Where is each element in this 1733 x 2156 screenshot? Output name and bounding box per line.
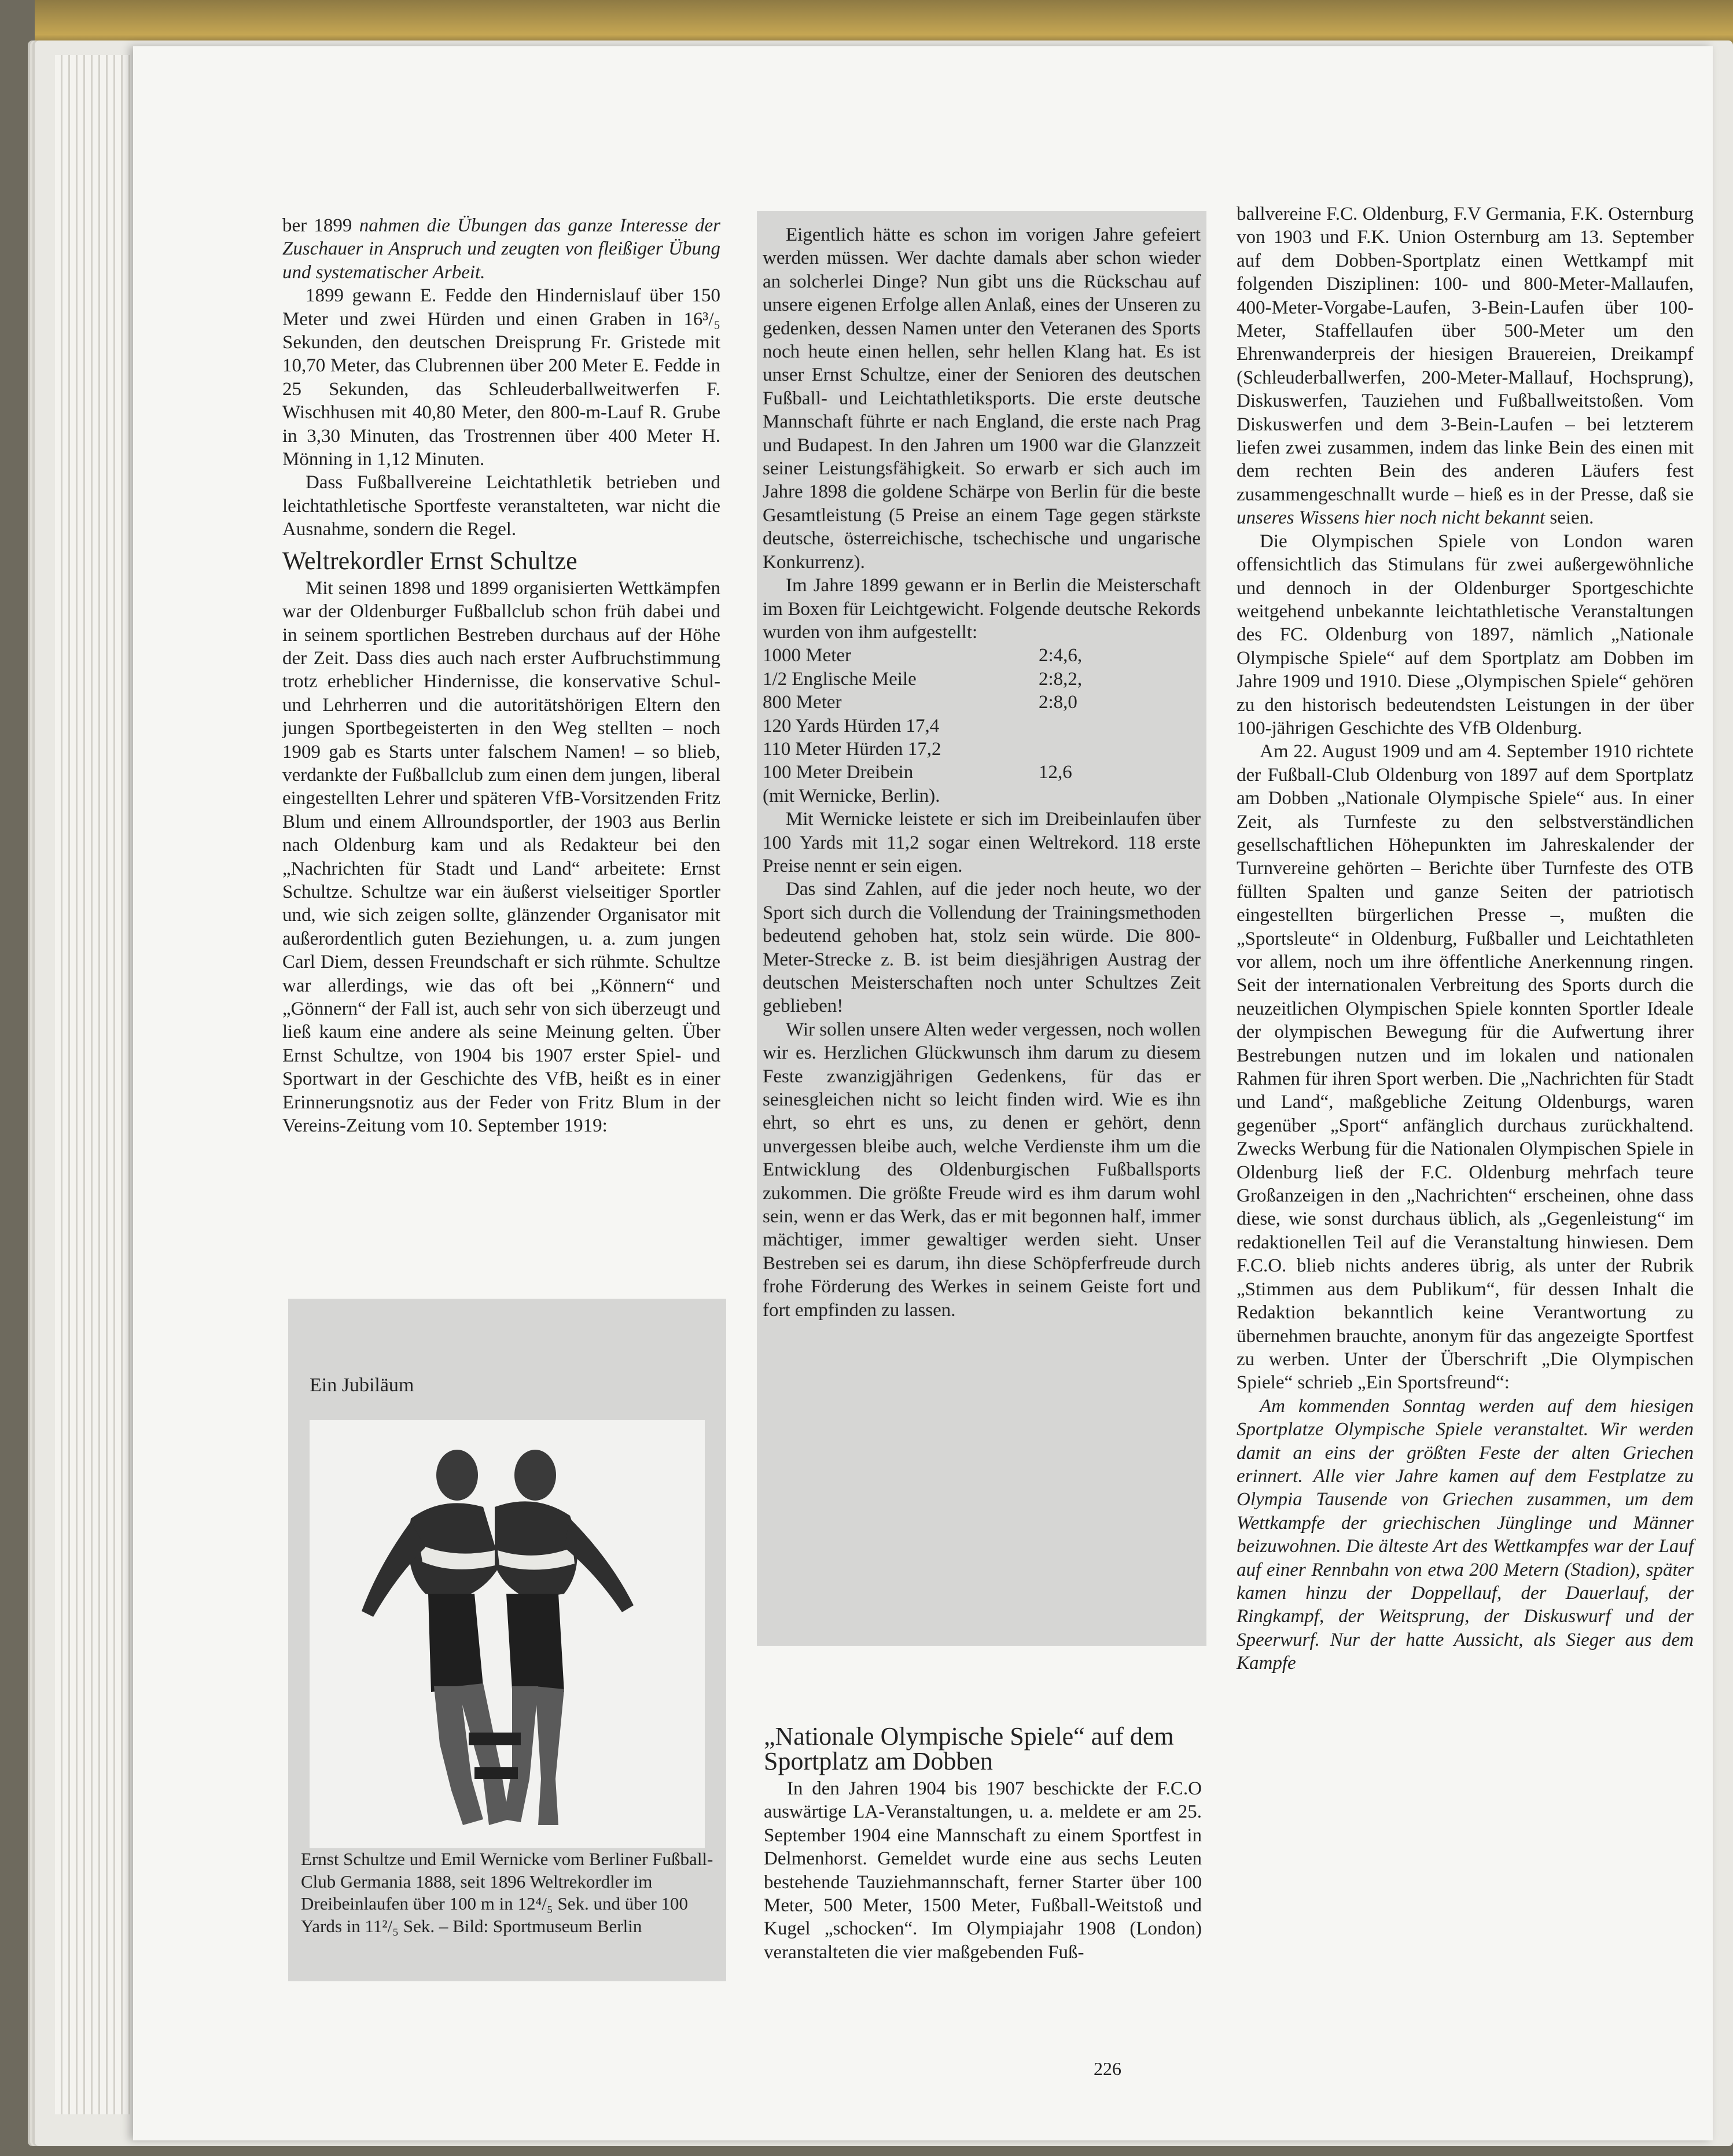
record-event: 110 Meter Hürden 17,2	[763, 738, 941, 760]
table-row	[763, 761, 1201, 784]
book-page	[133, 46, 1713, 2140]
table-row	[763, 644, 1201, 667]
record-value	[1039, 714, 1201, 738]
paragraph: In den Jahren 1904 bis 1907 beschickte der F.C.O auswärtige LA-Veranstaltungen, u. a. meldete er am 25. September 1904 eine Mannschaft zu einem Sportfest in Delmenhorst. Gemeldet wurde eine aus sechs Leuten bestehende Tauziehmannschaft, ferner Starter über 100 Meter, 500 Meter, 1500 Meter, Fußball-Weitstoß und Kugel „schocken“. Im Olympiajahr 1908 (London) veranstalteten die vier maßgebenden Fuß-	[764, 1778, 1202, 1963]
paragraph: Dass Fußballvereine Leichtathletik betrieben und leichtathletische Sportfeste veranstalteten, war nicht die Ausnahme, sondern die Regel.	[282, 472, 720, 540]
paragraph: Am kommenden Sonntag werden auf dem hiesigen Sportplatze Olympische Spiele veranstaltet. Wir werden damit an eins der größten Feste der alten Griechen erinnert. Alle vier Jahre kamen auf dem Festplatze zu Olympia Tausende von Griechen zusammen, um dem Wettkampfe der griechischen Jünglinge und Männer beizuwohnen. Die älteste Art des Wettkampfes war der Lauf auf einer Rennbahn von etwa 200 Metern (Stadion), später kamen hinzu der Doppellauf, der Dauerlauf, der Ringkampf, der Weitsprung, der Diskuswurf und der Speerwurf. Nur der hatte Aussicht, als Sieger aus dem Kampfe	[1237, 1395, 1694, 1674]
historic-photo	[310, 1420, 705, 1848]
column-1	[282, 214, 720, 1137]
records-table	[763, 644, 1201, 784]
section-heading: Weltrekordler Ernst Schultze	[282, 546, 577, 575]
table-row	[763, 738, 1201, 761]
record-event: 1/2 Englische Meile	[763, 668, 917, 690]
photo-caption: Ernst Schultze und Emil Wernicke vom Berliner Fußball-Club Germania 1888, seit 1896 Weltrekordler im Dreibeinlaufen über 100 m in 12⁴/₅ Sek. und über 100 Yards in 11²/₅ Sek. – Bild: Sportmuseum Berlin	[301, 1849, 713, 1936]
record-value	[1039, 738, 1201, 761]
paragraph: Im Jahre 1899 gewann er in Berlin die Meisterschaft im Boxen für Leichtgewicht. Folgende deutsche Rekords wurden von ihm aufgestellt:	[763, 575, 1201, 643]
box-title: Ein Jubiläum	[310, 1374, 414, 1396]
italic-text: nahmen die Übungen das ganze Interesse der Zuschauer in Anspruch und zeugten von fleißiger Übung und systematischer Arbeit.	[282, 215, 720, 283]
paragraph: Die Olympischen Spiele von London waren offensichtlich das Stimulans für zwei außergewöhnliche und dennoch in der Oldenburger Sportgeschichte weitgehend unbekannte leichtathletische Veranstaltungen des FC. Oldenburg von 1897, nämlich „Nationale Olympische Spiele“ auf dem Sportplatz am Dobben im Jahre 1909 und 1910. Diese „Olympischen Spiele“ gehören zu den historisch bedeutendsten Leistungen in der über 100-jährigen Geschichte des VfB Oldenburg.	[1237, 530, 1694, 739]
italic-text: unseres Wissens hier noch nicht bekannt	[1237, 507, 1546, 529]
paragraph	[282, 214, 720, 284]
paragraph: 1899 gewann E. Fedde den Hindernislauf über 150 Meter und zwei Hürden und einen Graben in 16³/₅ Sekunden, den deutschen Dreisprung Fr. Gristede mit 10,70 Meter, das Clubrennen über 200 Meter E. Fedde in 25 Sekunden, das Schleuderballweitwerfen F. Wischhusen mit 40,80 Meter, den 800-m-Lauf R. Grube in 3,30 Minuten, das Trostrennen über 400 Meter H. Mönning in 1,12 Minuten.	[282, 285, 720, 470]
section-heading: „Nationale Olympische Spiele“ auf dem Sportplatz am Dobben	[764, 1722, 1174, 1775]
table-row	[763, 668, 1201, 691]
table-row	[763, 691, 1201, 714]
record-value: 2:8,0	[1039, 692, 1077, 713]
paragraph	[1237, 202, 1694, 530]
paragraph: (mit Wernicke, Berlin).	[763, 785, 940, 806]
paragraph: Eigentlich hätte es schon im vorigen Jahre gefeiert werden müssen. Wer dachte damals aber schon wieder an solcherlei Dinge? Nun gibt uns die Rückschau auf unsere eigenen Erfolge allen Anlaß, eines der Unseren zu gedenken, dessen Namen unter den Veteranen des Sports noch heute einen hellen, sehr hellen Klang hat. Es ist unser Ernst Schultze, einer der Senioren des deutschen Fußball- und Leichtathletiksports. Die erste deutsche Mannschaft führte er nach England, die erste nach Prag und Budapest. In den Jahren um 1900 war die Glanzzeit seiner Leistungsfähigkeit. So erwarb er sich auch im Jahre 1898 die goldene Schärpe von Berlin für die beste Gesamtleistung (5 Preise an einem Tage gegen stärkste deutsche, österreichische, tschechische und ungarische Konkurrenz).	[763, 224, 1201, 573]
column-3	[1237, 202, 1694, 1675]
paragraph: Das sind Zahlen, auf die jeder noch heute, wo der Sport sich durch die Vollendung der Trainingsmethoden bedeutend gehoben hat, stolz sein würde. Die 800-Meter-Strecke z. B. ist beim diesjährigen Austrag der deutschen Meisterschaften noch unter Schultzes Zeit geblieben!	[763, 879, 1201, 1017]
page-edges	[55, 55, 130, 2114]
paragraph: Mit seinen 1898 und 1899 organisierten Wettkämpfen war der Oldenburger Fußballclub schon früh dabei und in seinem sportlichen Bestreben durchaus auf der Höhe der Zeit. Dass dies auch nach erster Aufbruchstimmung trotz erheblicher Hindernisse, die konservative Schul- und Lehrherren und die autoritätshörigen Eltern den jungen Sportbegeisterten in den Weg stellten – noch 1909 gab es Starts unter falschem Namen! – so blieb, verdankte der Fußballclub zum einen dem jungen, liberal eingestellten Lehrer und späteren VfB-Vorsitzenden Fritz Blum und einem Allroundsportler, der 1903 aus Berlin nach Oldenburg kam und als Redakteur bei den „Nachrichten für Stadt und Land“ arbeitete: Ernst Schultze. Schultze war ein äußerst vielseitiger Sportler und, wie sich zeigen sollte, glänzender Organisator mit außerordentlich guten Beziehungen, u. a. zum jungen Carl Diem, dessen Freundschaft er sich rühmte. Schultze war allerdings, wie das oft bei „Könnern“ und „Gönnern“ der Fall ist, auch sehr von sich überzeugt und ließ kaum eine andere als seine Meinung gelten. Über Ernst Schultze, von 1904 bis 1907 erster Spiel- und Sportwart in der Geschichte des VfB, heißt es in einer Erinnerungsnotiz aus der Feder von Fritz Blum in der Vereins-Zeitung vom 10. September 1919:	[282, 577, 720, 1137]
paragraph: Mit Wernicke leistete er sich im Dreibeinlaufen über 100 Yards mit 11,2 sogar einen Weltrekord. 118 erste Preise nennt er sein eigen.	[763, 809, 1201, 876]
text-span: seien.	[1545, 507, 1594, 529]
paragraph: Wir sollen unsere Alten weder vergessen, noch wollen wir es. Herzlichen Glückwunsch ihm darum zu diesem Feste zwanzigjährigen Gedenkens, für das er seinesgleichen nicht so leicht finden wird. Wie es ihn ehrt, so ehrt es uns, zu denen er gehört, denn unvergessen bleibe auch, welche Verdienste ihm um die Entwicklung des Oldenburgischen Fußballsports zukommen. Die größte Freude wird es ihm darum wohl sein, wenn er das Werk, das er mit begonnen half, immer mächtiger, immer gewaltiger werden sieht. Unser Bestreben sei es darum, ihn diese Schöpferfreude durch frohe Förderung des Werkes in seinem Geiste fort und fort empfinden zu lassen.	[763, 1019, 1201, 1321]
record-event: 1000 Meter	[763, 645, 852, 666]
record-event: 120 Yards Hürden 17,4	[763, 715, 940, 736]
text-span: ballvereine F.C. Oldenburg, F.V Germania, F.K. Osternburg von 1903 und F.K. Union Osternburg am 13. September auf dem Dobben-Sportplatz einen Wettkampf mit folgenden Disziplinen: 100- und 800-Meter-Mallaufen, 400-Meter-Vorgabe-Laufen, 3-Bein-Laufen über 100-Meter, Staffellaufen über 500-Meter um den Ehrenwanderpreis der hiesigen Brauereien, Dreikampf (Schleuderballwerfen, 200-Meter-Mallauf, Hochsprung), Diskuswerfen, Tauziehen und Fußballweitstoßen. Vom Diskuswerfen und dem 3-Bein-Laufen – bei letzterem liefen zwei zusammen, indem das linke Bein des einen mit dem rechten Bein des anderen Läufers fest zusammengeschnallt wurde – hieß es in der Presse, daß sie	[1237, 204, 1694, 505]
record-value: 12,6	[1039, 762, 1072, 783]
paragraph: Am 22. August 1909 und am 4. September 1910 richtete der Fußball-Club Oldenburg von 1897 auf dem Sportplatz am Dobben „Nationale Olympische Spiele“ aus. In einer Zeit, als Turnfeste zu den selbstverständlichen gesellschaftlichen Höhepunkten im Jahreskalender der Turnvereine gehörten – Berichte über Turnfeste des OTB füllten Spalten und ganze Seiten der patriotisch eingestellten bürgerlichen Presse –, mußten die „Sportsleute“ in Oldenburg, Fußballer und Leichtathleten vor allem, noch um ihre öffentliche Anerkennung ringen. Seit der internationalen Verbreitung des Sports durch die neuzeitlichen Olympischen Spiele konnten Sportler Ideale der olympischen Bewegung für die Aufwertung ihrer Bestrebungen nutzen und im lokalen und nationalen Rahmen für ihren Sport werben. Die „Nachrichten für Stadt und Land“, maßgebliche Zeitung Oldenburgs, waren gegenüber „Sport“ anfänglich durchaus zurückhaltend. Zwecks Werbung für die Nationalen Olympischen Spiele in Oldenburg ließ der F.C. Oldenburg mehrfach teure Großanzeigen in den „Nachrichten“ erscheinen, ohne dass diese, wie sonst durchaus üblich, als „Gegenleistung“ im redaktionellen Teil auf die Veranstaltung hinwiesen. Dem F.C.O. blieb nichts anderes übrig, als unter der Rubrik „Stimmen aus dem Publikum“, für dessen Inhalt die Redaktion bekanntlich keine Verantwortung zu übernehmen brauchte, anonym für das angezeigte Sportfest zu werben. Unter der Überschrift „Die Olympischen Spiele“ schrieb „Ein Sportsfreund“:	[1237, 741, 1694, 1394]
column-2-quote	[763, 223, 1201, 1322]
record-event: 800 Meter	[763, 692, 842, 713]
record-value: 2:4,6,	[1039, 645, 1083, 666]
text-span: ber 1899	[282, 215, 359, 236]
column-2-bottom	[764, 1717, 1202, 1964]
page-number: 226	[1094, 2058, 1121, 2079]
photo-illustration	[310, 1420, 705, 1848]
record-value: 2:8,2,	[1039, 668, 1083, 690]
record-event: 100 Meter Dreibein	[763, 762, 914, 783]
table-row	[763, 714, 1201, 738]
